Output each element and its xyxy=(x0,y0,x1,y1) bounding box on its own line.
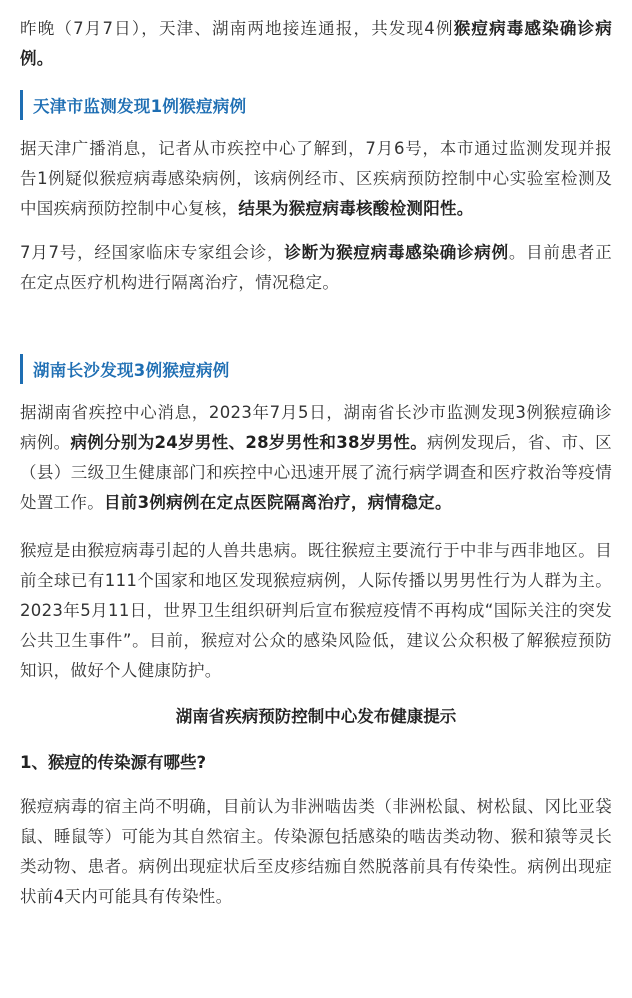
monkeypox-overview-paragraph: 猴痘是由猴痘病毒引起的人兽共患病。既往猴痘主要流行于中非与西非地区。目前全球已有111个国家和地区发现猴痘病例，人际传播以男男性行为人群为主。2023年5月11日，世界卫生组织研判后宣布猴痘疫情不再构成“国际关注的突发公共卫生事件”。目前，猴痘对公众的感染风险低，建议公众积极了解猴痘预防知识，做好个人健康防护。 xyxy=(20,541,612,680)
tianjin-section-heading xyxy=(20,90,612,120)
hunan-paragraph-1 xyxy=(20,398,612,518)
spacer xyxy=(20,298,612,338)
hunan-p1-bold-a: 病例分别为24岁男性、28岁男性和38岁男性。 xyxy=(70,433,428,452)
hunan-p1-bold-b: 目前3例病例在定点医院隔离治疗，病情稳定。 xyxy=(104,493,452,512)
tianjin-heading: 天津市监测发现1例猴痘病例 xyxy=(33,97,247,116)
question-1-title: 1、猴痘的传染源有哪些? xyxy=(20,753,207,772)
tianjin-p2-text-b: 。目前患者正在定点医疗机构进行隔离治疗，情况稳定。 xyxy=(20,243,612,292)
spacer xyxy=(20,518,612,536)
tianjin-p2-bold: 诊断为猴痘病毒感染确诊病例 xyxy=(284,243,509,262)
intro-bold: 猴痘病毒感染确诊病例。 xyxy=(20,19,613,68)
intro-paragraph xyxy=(20,14,612,74)
hunan-section-heading xyxy=(20,354,612,384)
heading-accent-bar xyxy=(20,354,23,384)
hunan-p1-text-a: 据湖南省疾控中心消息，2023年7月5日，湖南省长沙市监测发现3例猴痘确诊病例。 xyxy=(20,403,612,452)
tianjin-p1-bold: 结果为猴痘病毒核酸检测阳性。 xyxy=(238,199,474,218)
tianjin-p1-text: 据天津广播消息，记者从市疾控中心了解到，7月6号，本市通过监测发现并报告1例疑似猴痘病毒感染病例，该病例经市、区疾病预防控制中心实验室检测及中国疾病预防控制中心复核， xyxy=(20,139,612,218)
tianjin-paragraph-2 xyxy=(20,238,612,298)
health-tips-title: 湖南省疾病预防控制中心发布健康提示 xyxy=(175,707,457,726)
hunan-p1-text-b: 病例发现后，省、市、区（县）三级卫生健康部门和疾控中心迅速开展了流行病学调查和医疗救治等疫情处置工作。 xyxy=(20,433,612,512)
answer-1-paragraph: 猴痘病毒的宿主尚不明确，目前认为非洲啮齿类（非洲松鼠、树松鼠、冈比亚袋鼠、睡鼠等）可能为其自然宿主。传染源包括感染的啮齿类动物、猴和猿等灵长类动物、患者。病例出现症状后至皮疹结痂自然脱落前具有传染性。病例出现症状前4天内可能具有传染性。 xyxy=(20,797,612,906)
tianjin-p2-text-a: 7月7号，经国家临床专家组会诊， xyxy=(20,243,285,262)
heading-accent-bar xyxy=(20,90,23,120)
hunan-heading: 湖南长沙发现3例猴痘病例 xyxy=(33,361,230,380)
intro-text: 昨晚（7月7日），天津、湖南两地接连通报，共发现4例 xyxy=(20,19,454,38)
tianjin-paragraph-1 xyxy=(20,134,612,224)
spacer xyxy=(20,224,612,238)
